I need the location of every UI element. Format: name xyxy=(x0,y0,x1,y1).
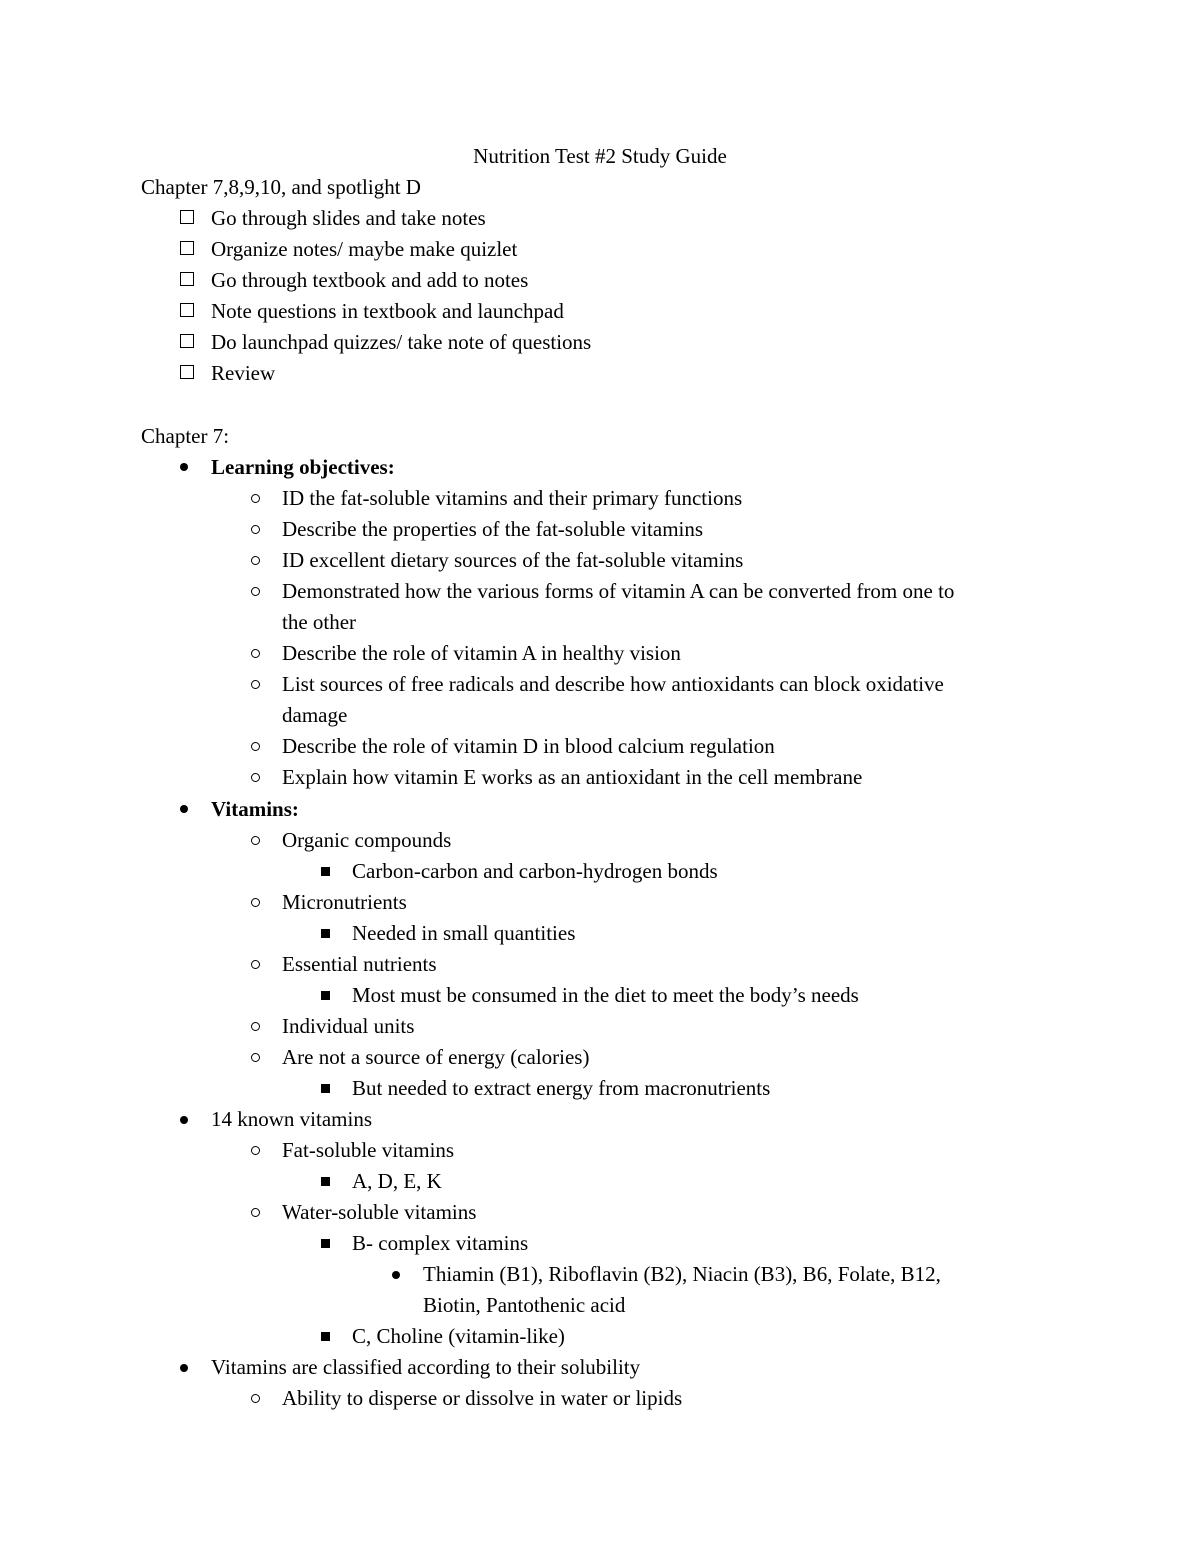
chapters-line: Chapter 7,8,9,10, and spotlight D xyxy=(141,175,421,199)
bullet-square-icon xyxy=(321,1177,330,1186)
bullet-circle-icon xyxy=(251,649,260,658)
bullet-circle-icon xyxy=(251,1053,260,1062)
list-item: Essential nutrients xyxy=(282,952,437,976)
bullet-square-icon xyxy=(321,867,330,876)
bullet-circle-icon xyxy=(251,1208,260,1217)
bullet-square-icon xyxy=(321,1332,330,1341)
list-item: Carbon-carbon and carbon-hydrogen bonds xyxy=(352,859,718,883)
bullet-disc-icon xyxy=(180,1364,188,1372)
bullet-circle-icon xyxy=(251,556,260,565)
list-item: Vitamins are classified according to their solubility xyxy=(211,1355,641,1379)
bullet-square-icon xyxy=(321,1239,330,1248)
bullet-circle-icon xyxy=(251,1022,260,1031)
list-item: A, D, E, K xyxy=(352,1169,442,1193)
list-item: But needed to extract energy from macronutrients xyxy=(352,1076,771,1100)
bullet-circle-icon xyxy=(251,773,260,782)
bullet-square-icon xyxy=(321,991,330,1000)
list-item: Are not a source of energy (calories) xyxy=(282,1045,590,1069)
list-item: Needed in small quantities xyxy=(352,921,576,945)
checkbox-icon[interactable] xyxy=(180,365,194,379)
list-item: Individual units xyxy=(282,1014,415,1038)
bullet-circle-icon xyxy=(251,1394,260,1403)
list-item-continuation: Biotin, Pantothenic acid xyxy=(423,1293,626,1317)
bullet-disc-icon xyxy=(392,1271,400,1279)
list-item: Organic compounds xyxy=(282,828,452,852)
checklist-item: Review xyxy=(211,361,276,385)
vitamins-label: Vitamins: xyxy=(211,797,299,821)
list-item: Describe the properties of the fat-soluble vitamins xyxy=(282,517,704,541)
bullet-circle-icon xyxy=(251,898,260,907)
list-item: ID the fat-soluble vitamins and their primary functions xyxy=(282,486,743,510)
bullet-circle-icon xyxy=(251,494,260,503)
checkbox-icon[interactable] xyxy=(180,241,194,255)
checklist-item: Do launchpad quizzes/ take note of questions xyxy=(211,330,592,354)
list-item-continuation: the other xyxy=(282,610,357,634)
checklist-item: Go through textbook and add to notes xyxy=(211,268,529,292)
list-item: Demonstrated how the various forms of vitamin A can be converted from one to xyxy=(282,579,955,603)
list-item: Most must be consumed in the diet to meet the body’s needs xyxy=(352,983,859,1007)
list-item: ID excellent dietary sources of the fat-soluble vitamins xyxy=(282,548,744,572)
bullet-square-icon xyxy=(321,1084,330,1093)
list-item: List sources of free radicals and describe how antioxidants can block oxidative xyxy=(282,672,944,696)
list-item: Describe the role of vitamin D in blood calcium regulation xyxy=(282,734,775,758)
checkbox-icon[interactable] xyxy=(180,210,194,224)
bullet-circle-icon xyxy=(251,525,260,534)
learning-objectives-label: Learning objectives: xyxy=(211,455,395,479)
checkbox-icon[interactable] xyxy=(180,272,194,286)
list-item: Describe the role of vitamin A in healthy vision xyxy=(282,641,681,665)
list-item: Fat-soluble vitamins xyxy=(282,1138,455,1162)
list-item: B- complex vitamins xyxy=(352,1231,529,1255)
list-item-continuation: damage xyxy=(282,703,348,727)
list-item: Explain how vitamin E works as an antioxidant in the cell membrane xyxy=(282,765,863,789)
checklist-item: Organize notes/ maybe make quizlet xyxy=(211,237,518,261)
list-item: Water-soluble vitamins xyxy=(282,1200,477,1224)
bullet-disc-icon xyxy=(180,1116,188,1124)
checklist-item: Note questions in textbook and launchpad xyxy=(211,299,564,323)
bullet-disc-icon xyxy=(180,805,188,813)
checkbox-icon[interactable] xyxy=(180,303,194,317)
list-item: C, Choline (vitamin-like) xyxy=(352,1324,565,1348)
checkbox-icon[interactable] xyxy=(180,334,194,348)
list-item: Thiamin (B1), Riboflavin (B2), Niacin (B3), B6, Folate, B12, xyxy=(423,1262,941,1286)
bullet-circle-icon xyxy=(251,960,260,969)
bullet-circle-icon xyxy=(251,587,260,596)
bullet-disc-icon xyxy=(180,463,188,471)
bullet-circle-icon xyxy=(251,1146,260,1155)
checklist-item: Go through slides and take notes xyxy=(211,206,486,230)
page-title: Nutrition Test #2 Study Guide xyxy=(473,144,727,168)
list-item: 14 known vitamins xyxy=(211,1107,372,1131)
bullet-square-icon xyxy=(321,929,330,938)
bullet-circle-icon xyxy=(251,680,260,689)
bullet-circle-icon xyxy=(251,742,260,751)
bullet-circle-icon xyxy=(251,836,260,845)
list-item: Ability to disperse or dissolve in water or lipids xyxy=(282,1386,683,1410)
list-item: Micronutrients xyxy=(282,890,407,914)
chapter-heading: Chapter 7: xyxy=(141,424,230,448)
